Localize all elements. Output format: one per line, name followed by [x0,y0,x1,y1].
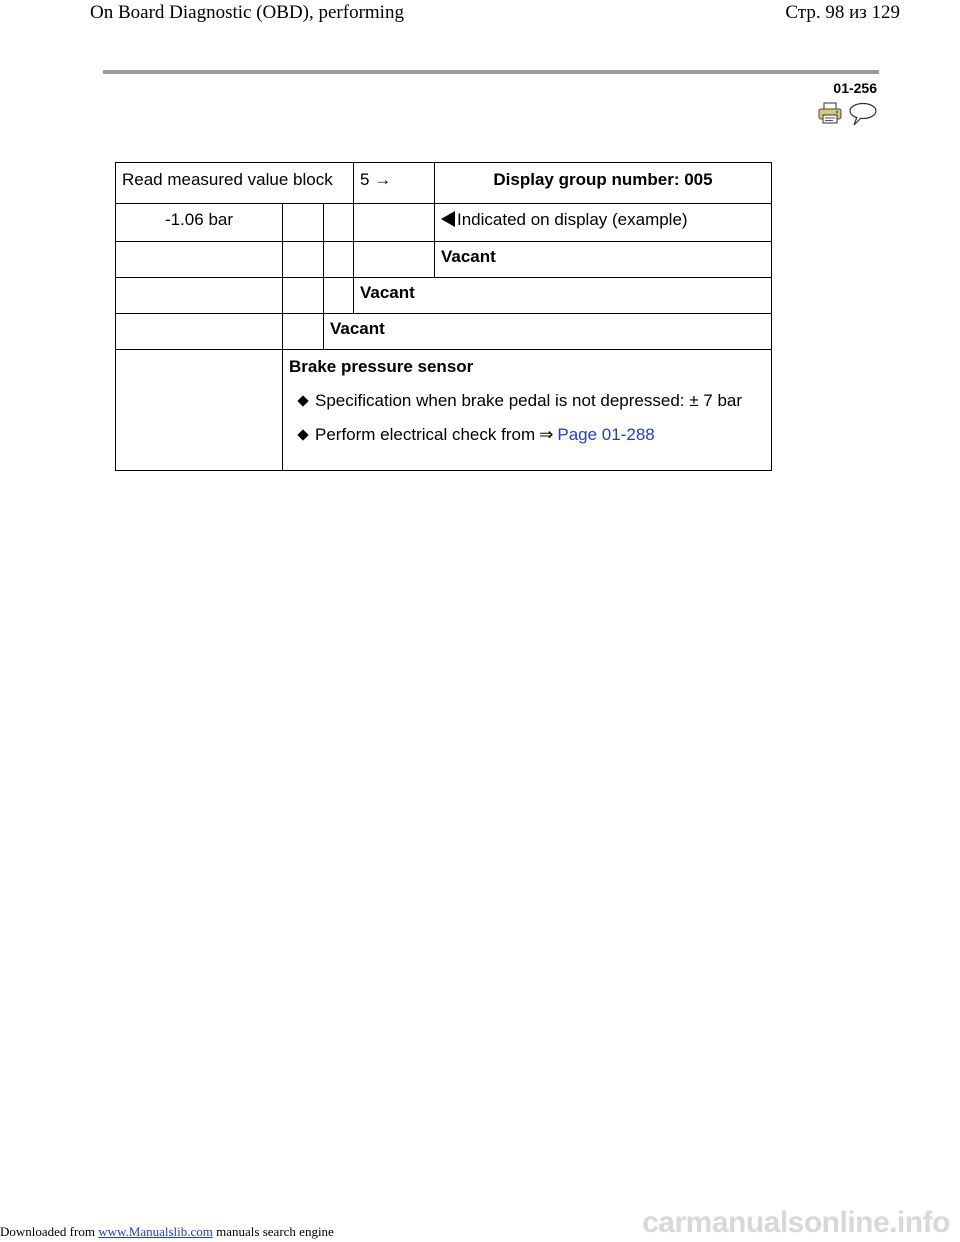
empty-cell [283,278,324,314]
empty-cell [324,242,354,278]
double-arrow-icon: ⇒ [539,425,554,444]
vacant-field-4: Vacant [435,242,772,278]
header-rule [103,70,879,74]
empty-cell [324,278,354,314]
pointer-triangle-icon [441,211,455,227]
empty-cell [116,350,283,471]
table-row [116,278,772,314]
footer-prefix: Downloaded from [0,1224,95,1239]
document-title: On Board Diagnostic (OBD), performing [90,2,404,23]
table-row [116,314,772,350]
speech-bubble-icon[interactable] [848,102,878,131]
page-link[interactable]: Page 01-288 [557,425,655,444]
diamond-bullet-icon [297,395,308,406]
page-counter: Стр. 98 из 129 [785,2,900,23]
empty-cell [354,204,435,242]
download-footer [0,1224,334,1240]
manualslib-link[interactable]: www.Manualslib.com [98,1224,213,1239]
sensor-description [283,350,772,471]
arrow-right-icon: → [374,170,392,189]
empty-cell [116,242,283,278]
list-item [299,425,765,445]
watermark-text: carmanualsonline.info [642,1206,950,1239]
empty-cell [324,204,354,242]
vacant-field-2: Vacant [324,314,772,350]
printer-icon[interactable] [818,102,842,129]
empty-cell [116,278,283,314]
empty-cell [283,242,324,278]
display-group-number: Display group number: 005 [435,163,772,204]
indicated-label: Indicated on display (example) [457,210,688,229]
spec-text: Specification when brake pedal is not depressed: ± 7 bar [315,391,743,410]
measured-value: -1.06 bar [116,204,283,242]
indicated-cell [435,204,772,242]
empty-cell [116,314,283,350]
table-row [116,163,772,204]
table-row [116,204,772,242]
sensor-title: Brake pressure sensor [289,357,474,376]
list-item [299,391,765,411]
channel-number: 5 [360,170,370,189]
channel-cell [354,163,435,204]
read-measured-value-label: Read measured value block [116,163,354,204]
check-text: Perform electrical check from [315,425,536,444]
empty-cell [283,314,324,350]
toolbar-icons [818,102,878,131]
table-row [116,242,772,278]
page-id: 01-256 [833,80,877,96]
spec-list [289,391,765,445]
table-row [116,350,772,471]
empty-cell [283,204,324,242]
vacant-field-3: Vacant [354,278,772,314]
footer-suffix: manuals search engine [216,1224,334,1239]
diamond-bullet-icon [297,429,308,440]
measured-value-table [115,162,772,471]
empty-cell [354,242,435,278]
